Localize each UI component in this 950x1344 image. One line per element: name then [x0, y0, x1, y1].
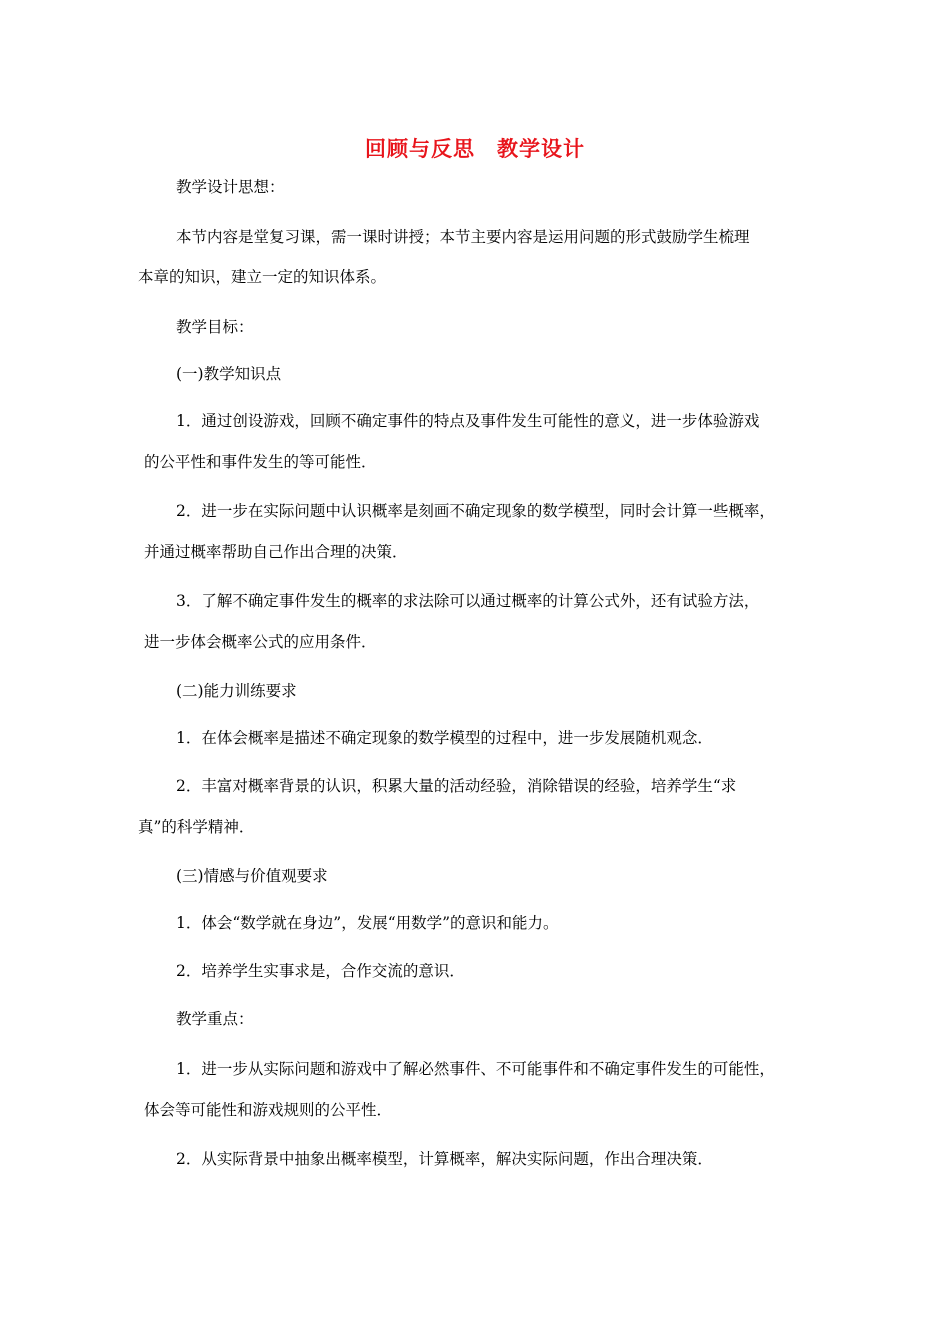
paragraph-line: 1．通过创设游戏，回顾不确定事件的特点及事件发生可能性的意义，进一步体验游戏 [176, 412, 760, 430]
paragraph-line: 2．从实际背景中抽象出概率模型，计算概率，解决实际问题，作出合理决策． [176, 1150, 713, 1168]
paragraph-line: 体会等可能性和游戏规则的公平性． [144, 1101, 393, 1119]
paragraph-line: 并通过概率帮助自己作出合理的决策． [144, 543, 408, 561]
subheading-knowledge-points: (一)教学知识点 [176, 365, 282, 383]
paragraph-line: 本节内容是堂复习课，需一课时讲授；本节主要内容是运用问题的形式鼓励学生梳理 [176, 228, 750, 246]
section-heading-objectives: 教学目标： [176, 318, 254, 336]
section-heading-key-points: 教学重点： [176, 1010, 254, 1028]
paragraph-line: 1．进一步从实际问题和游戏中了解必然事件、不可能事件和不确定事件发生的可能性， [176, 1060, 775, 1078]
paragraph-line: 进一步体会概率公式的应用条件． [144, 633, 377, 651]
paragraph-line: 3．了解不确定事件发生的概率的求法除可以通过概率的计算公式外，还有试验方法， [176, 592, 760, 610]
subheading-ability-training: (二)能力训练要求 [176, 682, 297, 700]
paragraph-line: 本章的知识，建立一定的知识体系。 [138, 268, 387, 286]
paragraph-line: 的公平性和事件发生的等可能性． [144, 453, 377, 471]
document-title: 回顾与反思 教学设计 [365, 136, 585, 161]
paragraph-line: 2．进一步在实际问题中认识概率是刻画不确定现象的数学模型，同时会计算一些概率， [176, 502, 775, 520]
paragraph-line: 1．体会“数学就在身边”，发展“用数学”的意识和能力。 [176, 914, 559, 932]
paragraph-line: 1．在体会概率是描述不确定现象的数学模型的过程中，进一步发展随机观念． [176, 729, 713, 747]
paragraph-line: 2．丰富对概率背景的认识，积累大量的活动经验，消除错误的经验，培养学生“求 [176, 777, 737, 795]
paragraph-line: 真”的科学精神． [138, 818, 255, 836]
section-heading-design-idea: 教学设计思想： [176, 178, 285, 196]
subheading-emotion-values: (三)情感与价值观要求 [176, 867, 328, 885]
paragraph-line: 2．培养学生实事求是，合作交流的意识． [176, 962, 465, 980]
